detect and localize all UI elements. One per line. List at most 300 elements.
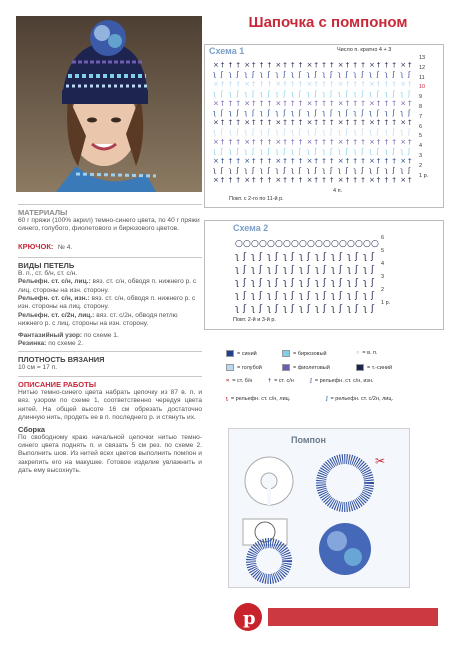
stitch-symbol: ʃ bbox=[298, 166, 302, 175]
stitch-symbol: † bbox=[259, 118, 264, 127]
stitch-symbol: ʅ bbox=[291, 147, 295, 156]
stitch-symbol: ʃ bbox=[220, 147, 224, 156]
double-crochet-icon: † bbox=[268, 378, 272, 384]
legend-item-chain: ○ = в. п. bbox=[356, 350, 378, 356]
stitch-symbol: ʃ bbox=[259, 291, 263, 301]
stitch-symbol: ʅ bbox=[259, 89, 264, 98]
stitch-symbol: ʃ bbox=[283, 109, 286, 117]
stitch-symbol: ʅ bbox=[306, 89, 310, 98]
hook-value: № 4. bbox=[57, 243, 73, 251]
stitch-symbol: ʃ bbox=[361, 89, 364, 98]
stitch-symbol: ʃ bbox=[252, 70, 255, 79]
row-number: 11 bbox=[419, 74, 425, 81]
stitch-symbol: ʃ bbox=[243, 278, 247, 288]
stitch-symbol: † bbox=[236, 137, 240, 146]
stitch-symbol: ʅ bbox=[384, 70, 388, 79]
stitch-symbol: † bbox=[384, 80, 389, 89]
stitch-symbol: ʃ bbox=[339, 304, 343, 313]
stitch-symbol: † bbox=[322, 80, 326, 89]
stitch-symbol: † bbox=[228, 61, 233, 69]
stitch-symbol: † bbox=[291, 61, 295, 69]
stitch-symbol: ʃ bbox=[408, 89, 411, 98]
stitch-symbol: ʃ bbox=[355, 265, 359, 275]
single-crochet-icon: × bbox=[226, 378, 230, 384]
stitch-symbol: † bbox=[392, 157, 396, 165]
stitch-symbol: ʅ bbox=[283, 265, 288, 275]
schema-2-chart bbox=[204, 220, 444, 330]
stitch-symbol: ʃ bbox=[243, 252, 247, 262]
stitch-symbol: † bbox=[252, 80, 256, 89]
stitch-symbol: ʅ bbox=[213, 166, 217, 175]
stitch-symbol: † bbox=[361, 157, 365, 165]
stitch-symbol: ʅ bbox=[306, 147, 310, 156]
relief-treble-icon: ∫ bbox=[326, 396, 328, 402]
stitch-symbol: ʅ bbox=[275, 128, 279, 137]
stitch-symbol: ʅ bbox=[331, 304, 336, 313]
stitch-symbol: ʅ bbox=[400, 70, 404, 79]
stitch-symbol: † bbox=[220, 137, 225, 146]
stitch-symbol: ʃ bbox=[361, 147, 364, 156]
stitch-symbol: ʃ bbox=[283, 147, 286, 156]
stitch-symbol: ʅ bbox=[369, 109, 373, 117]
stitch-symbol: ʅ bbox=[353, 128, 357, 137]
stitch-symbol: ʅ bbox=[283, 304, 288, 313]
stitch-symbol: ʃ bbox=[330, 147, 333, 156]
stitch-symbol: † bbox=[330, 157, 334, 165]
stitch-symbol: ʃ bbox=[307, 291, 311, 301]
schema-1-row-numbers bbox=[419, 55, 441, 182]
stitch-symbol: ʅ bbox=[400, 89, 404, 98]
stitch-symbol: ʅ bbox=[228, 89, 232, 98]
stitch-symbol: ʅ bbox=[306, 70, 310, 79]
stitch-symbol: † bbox=[228, 157, 233, 165]
stitch-symbol: ʅ bbox=[259, 166, 264, 175]
schema-1-label: Схема 1 bbox=[209, 46, 245, 56]
stitch-symbol: † bbox=[353, 176, 357, 185]
stitch-symbol: † bbox=[345, 80, 350, 89]
materials-text: 60 г пряжи (100% акрил) темно-синего цвета, по 40 г пряжи синего, голубого, фиолетового и бирюзового цветов. bbox=[18, 217, 200, 233]
stitch-symbol: × bbox=[306, 157, 313, 165]
stitch-symbol: ʃ bbox=[339, 291, 343, 301]
stitch-symbol: ʃ bbox=[283, 70, 286, 79]
stitch-symbol: ʃ bbox=[408, 70, 411, 79]
stitch-symbol: ʃ bbox=[345, 109, 348, 117]
stitch-symbol: ʅ bbox=[228, 128, 232, 137]
legend-item-light-blue: = голубой bbox=[226, 364, 262, 371]
stitch-symbol: † bbox=[322, 137, 326, 146]
finished-pompom bbox=[319, 523, 371, 575]
stitch-symbol: † bbox=[361, 80, 365, 89]
model-photo bbox=[16, 16, 202, 192]
instructions-column bbox=[18, 204, 202, 476]
stitch-symbol: ʃ bbox=[314, 109, 317, 117]
violet-swatch bbox=[282, 364, 290, 371]
stitch-symbol: ʃ bbox=[291, 252, 295, 262]
stitch-symbol: × bbox=[337, 99, 344, 108]
stitch-symbol: † bbox=[392, 137, 396, 146]
stitch-symbol: ʅ bbox=[337, 89, 342, 98]
stitch-symbol: ʃ bbox=[330, 89, 333, 98]
stitch-symbol: ʅ bbox=[369, 70, 373, 79]
wound-disc-1 bbox=[321, 459, 369, 507]
stitch-symbol: † bbox=[322, 157, 326, 165]
stitch-symbol: × bbox=[275, 157, 282, 165]
row-number: 9 bbox=[419, 94, 423, 101]
stitch-symbol: ʅ bbox=[244, 166, 248, 175]
stitch-symbol: ʅ bbox=[369, 166, 373, 175]
stitch-symbol: × bbox=[369, 99, 375, 108]
stitch-symbol: ʅ bbox=[291, 166, 295, 175]
stitch-symbol: ʅ bbox=[228, 70, 232, 79]
stitch-symbol: ʅ bbox=[259, 109, 264, 117]
assembly-text: По свободному краю начальной цепочки нитью темно-синего цвета поднять п. и связать 5 см рез. по схеме 2. Выполнить шов. Из нитей всех цветов выполнить помпон и закрепить его на макушке. Готовое изделие увлажнить и дать ему высохнуть. bbox=[18, 433, 202, 475]
materials-heading: МАТЕРИАЛЫ bbox=[18, 208, 68, 217]
stitch-symbol: ʅ bbox=[291, 70, 295, 79]
stitch-symbol: ʅ bbox=[299, 304, 304, 313]
stitch-symbol: † bbox=[408, 157, 412, 165]
schema-1-chart bbox=[204, 44, 444, 208]
row-number: 3 bbox=[381, 274, 385, 280]
stitch-symbol: ʅ bbox=[384, 166, 388, 175]
woman-in-hat-image bbox=[16, 16, 202, 192]
stitch-symbol: † bbox=[361, 99, 365, 108]
stitch-symbol: ʃ bbox=[275, 304, 279, 313]
stitch-symbol: ʅ bbox=[331, 252, 336, 262]
stitch-symbol: † bbox=[252, 99, 256, 108]
stitch-symbol: × bbox=[244, 118, 251, 127]
stitch-symbol: † bbox=[361, 176, 365, 185]
stitch-symbol: ○ bbox=[371, 239, 379, 249]
stitch-symbol: ʅ bbox=[213, 128, 217, 137]
stitch-symbol: × bbox=[400, 157, 407, 165]
stitch-symbol: ʅ bbox=[267, 252, 272, 262]
blue-swatch bbox=[226, 350, 234, 357]
stitch-symbol: ʃ bbox=[236, 166, 239, 175]
stitch-symbol: ʅ bbox=[251, 278, 256, 288]
stitch-symbol: † bbox=[376, 118, 381, 127]
stitch-symbol: ʅ bbox=[283, 252, 288, 262]
stitch-symbol: × bbox=[213, 99, 219, 108]
svg-text:✂: ✂ bbox=[375, 454, 386, 468]
stitch-symbol: † bbox=[220, 99, 225, 108]
stitch-symbol: ʃ bbox=[252, 128, 255, 137]
stitch-symbol: † bbox=[376, 99, 381, 108]
stitch-symbol: † bbox=[228, 80, 233, 89]
stitch-symbol: ʃ bbox=[376, 109, 380, 117]
stitch-symbol: × bbox=[369, 176, 375, 185]
stitch-symbol: ʃ bbox=[392, 109, 395, 117]
stitch-symbol: ʅ bbox=[259, 128, 264, 137]
stitch-symbol: × bbox=[337, 137, 344, 146]
stitch-symbol: ʅ bbox=[322, 70, 326, 79]
stitch-symbol: † bbox=[376, 176, 381, 185]
stitch-symbol: † bbox=[252, 61, 256, 69]
stitch-symbol: ʃ bbox=[267, 147, 270, 156]
pompon-illustration bbox=[229, 449, 409, 585]
stitch-symbol: † bbox=[298, 118, 303, 127]
stitch-symbol: × bbox=[369, 80, 375, 89]
stitch-symbol: † bbox=[376, 80, 381, 89]
stitch-symbol: ʅ bbox=[353, 70, 357, 79]
svg-text:p: p bbox=[243, 608, 256, 629]
stitch-symbol: ʃ bbox=[220, 128, 224, 137]
stitch-symbol: † bbox=[330, 176, 334, 185]
stitch-symbol: ʅ bbox=[291, 89, 295, 98]
stitches-heading: ВИДЫ ПЕТЕЛЬ bbox=[18, 260, 75, 270]
stitch-symbol: ʅ bbox=[322, 109, 326, 117]
stitch-symbol: † bbox=[252, 157, 256, 165]
stitch-symbol: † bbox=[392, 99, 396, 108]
schema-1-repeat-note: Повт. с 2-го по 11-й р. bbox=[229, 196, 284, 202]
stitch-symbol: ʅ bbox=[299, 291, 304, 301]
stitch-symbol: ʅ bbox=[275, 89, 279, 98]
stitch-symbol: † bbox=[384, 137, 389, 146]
divider bbox=[18, 351, 202, 352]
stitch-symbol: † bbox=[353, 61, 357, 69]
stitch-symbol: ʃ bbox=[291, 265, 295, 275]
stitch-symbol: ʃ bbox=[376, 70, 380, 79]
row-number: 13 bbox=[419, 55, 426, 61]
stitch-symbol: † bbox=[353, 157, 357, 165]
watermark-bar bbox=[0, 590, 460, 644]
stitch-symbol: ʅ bbox=[267, 291, 272, 301]
rib-pattern: Резинка: по схеме 2. bbox=[18, 340, 84, 348]
stitch-symbol: ʃ bbox=[330, 109, 333, 117]
stitch-symbol: ○ bbox=[283, 239, 291, 249]
stitch-symbol: † bbox=[314, 137, 318, 146]
stitch-symbol: † bbox=[283, 99, 287, 108]
stitch-symbol: † bbox=[298, 80, 303, 89]
stitch-symbol: ʃ bbox=[392, 166, 395, 175]
stitch-symbol: † bbox=[392, 80, 396, 89]
stitch-symbol: × bbox=[244, 157, 251, 165]
stitch-symbol: † bbox=[345, 118, 350, 127]
assembly-heading: Сборка bbox=[18, 424, 46, 434]
chain-stitch-icon: ○ bbox=[356, 350, 360, 356]
stitch-symbol: × bbox=[244, 99, 251, 108]
stitch-symbol: ○ bbox=[267, 239, 275, 249]
stitch-symbol: ʃ bbox=[361, 166, 364, 175]
stitch-symbol: † bbox=[345, 61, 350, 69]
stitch-symbol: † bbox=[220, 80, 225, 89]
legend-item-relief-tr: ∫ = рельефн. ст. с/2н, лиц. bbox=[326, 396, 394, 402]
stitch-symbol: ʃ bbox=[267, 89, 270, 98]
stitch-symbol: ʅ bbox=[347, 265, 352, 275]
stitch-symbol: ʅ bbox=[315, 252, 320, 262]
stitch-symbol: ʅ bbox=[322, 89, 326, 98]
stitch-symbol: ʅ bbox=[337, 109, 342, 117]
stitch-symbol: † bbox=[353, 80, 357, 89]
stitch-symbol: † bbox=[259, 176, 264, 185]
stitch-symbol: † bbox=[220, 176, 225, 185]
schema-1-stitches-note: 4 п. bbox=[333, 188, 343, 194]
row-number: 12 bbox=[419, 64, 426, 71]
stitch-symbol: † bbox=[220, 157, 225, 165]
page-title: Шапочка с помпоном bbox=[248, 14, 408, 31]
stitch-symbol: † bbox=[259, 61, 264, 69]
stitch-symbol: ʅ bbox=[353, 147, 357, 156]
stitch-symbol: ʅ bbox=[213, 89, 217, 98]
stitch-symbol: ʅ bbox=[322, 128, 326, 137]
stitch-symbol: ʃ bbox=[376, 89, 380, 98]
stitch-symbol: ʅ bbox=[267, 304, 272, 313]
stitch-symbol: ʅ bbox=[251, 291, 256, 301]
stitch-symbol: ʅ bbox=[259, 147, 264, 156]
stitch-symbol: ʃ bbox=[323, 278, 327, 288]
stitch-symbol: ʃ bbox=[267, 109, 270, 117]
stitch-symbol: ʅ bbox=[251, 304, 256, 313]
legend-item-relief-front: ʅ = рельефн. ст. с/н, лиц. bbox=[226, 396, 291, 402]
stitch-symbol: ʅ bbox=[235, 265, 240, 275]
stitch-symbol: ○ bbox=[331, 239, 339, 249]
stitch-symbol: × bbox=[213, 137, 219, 146]
stitch-symbol: † bbox=[384, 157, 389, 165]
stitch-symbol: † bbox=[298, 157, 303, 165]
stitch-symbol: ʅ bbox=[315, 265, 320, 275]
stitch-symbol: ʃ bbox=[275, 252, 279, 262]
row-number: 10 bbox=[419, 84, 426, 91]
stitch-symbol: ʃ bbox=[236, 147, 239, 156]
stitch-symbol: † bbox=[408, 61, 412, 69]
stitch-symbol: ʅ bbox=[353, 109, 357, 117]
stitch-symbol: ʃ bbox=[267, 70, 270, 79]
stitch-symbol: † bbox=[298, 176, 303, 185]
stitch-symbol: ʃ bbox=[307, 252, 311, 262]
schema-1-pattern bbox=[209, 57, 417, 185]
divider bbox=[18, 376, 202, 377]
stitch-symbol: † bbox=[322, 99, 326, 108]
stitch-symbol: † bbox=[252, 176, 256, 185]
stitch-symbol: ○ bbox=[235, 239, 243, 249]
stitch-symbol: ʃ bbox=[323, 304, 327, 313]
stitch-symbol: † bbox=[298, 61, 303, 69]
stitch-symbol: ʃ bbox=[371, 278, 375, 288]
stitch-symbol: × bbox=[244, 80, 251, 89]
stitch-symbol: ʃ bbox=[408, 128, 411, 137]
stitch-symbol: † bbox=[298, 137, 303, 146]
stitch-symbol: ʃ bbox=[283, 128, 286, 137]
stitch-symbol: ʃ bbox=[220, 109, 224, 117]
stitch-symbol: ʃ bbox=[291, 304, 295, 313]
stitch-symbol: ʃ bbox=[298, 109, 302, 117]
legend-item-sc: × = ст. б/н bbox=[226, 378, 253, 384]
stitch-symbol: ʃ bbox=[243, 304, 247, 313]
row-number: 8 bbox=[419, 103, 423, 110]
stitch-symbol: ʅ bbox=[400, 147, 404, 156]
stitch-symbol: ʃ bbox=[314, 70, 317, 79]
stitch-symbol: † bbox=[345, 137, 350, 146]
stitch-symbol: ʃ bbox=[361, 109, 364, 117]
stitch-symbol: ʅ bbox=[244, 70, 248, 79]
stitch-symbol: ʅ bbox=[331, 265, 336, 275]
stitch-symbol: ʃ bbox=[314, 166, 317, 175]
stitch-symbol: ʃ bbox=[252, 147, 255, 156]
stitch-symbol: ʃ bbox=[314, 128, 317, 137]
stitch-symbol: † bbox=[330, 118, 334, 127]
stitch-symbol: ʅ bbox=[235, 304, 240, 313]
stitch-symbol: × bbox=[213, 118, 219, 127]
legend-item-blue: = синий bbox=[226, 350, 257, 357]
stitch-symbol: × bbox=[244, 137, 251, 146]
stitch-symbol: † bbox=[252, 118, 256, 127]
stitch-symbol: × bbox=[400, 61, 407, 69]
schema-2-row-numbers bbox=[381, 235, 411, 313]
stitch-symbol: † bbox=[330, 137, 334, 146]
stitch-symbol: ʅ bbox=[275, 166, 279, 175]
stitch-symbol: † bbox=[345, 157, 350, 165]
stitch-symbol: † bbox=[259, 80, 264, 89]
stitch-symbol: † bbox=[361, 118, 365, 127]
relief-back-icon: ʃ bbox=[310, 378, 312, 384]
stitch-symbol: ʅ bbox=[315, 304, 320, 313]
stitch-symbol: ʃ bbox=[330, 166, 333, 175]
stitch-symbol: ʃ bbox=[361, 128, 364, 137]
stitch-symbol: † bbox=[384, 176, 389, 185]
stitch-symbol: × bbox=[400, 176, 407, 185]
stitch-symbol: ʃ bbox=[267, 166, 270, 175]
stitch-symbol: ʃ bbox=[392, 128, 395, 137]
stitch-symbol: † bbox=[361, 137, 365, 146]
stitch-symbol: × bbox=[306, 99, 313, 108]
stitch-symbol: † bbox=[408, 99, 412, 108]
stitch-symbol: † bbox=[236, 99, 240, 108]
stitch-symbol: ʅ bbox=[331, 278, 336, 288]
stitch-item: Рельефн. ст. с/н, лиц.: вяз. ст. с/н, обводя п. нижнего р. с лиц. стороны на изн. сторону. bbox=[18, 278, 197, 294]
stitch-symbol: † bbox=[314, 157, 318, 165]
stitch-symbol: ʅ bbox=[283, 278, 288, 288]
row-number: 1 р. bbox=[419, 172, 429, 179]
stitch-symbol: × bbox=[306, 176, 313, 185]
stitch-symbol: ʃ bbox=[307, 278, 311, 288]
work-heading: ОПИСАНИЕ РАБОТЫ bbox=[18, 379, 97, 389]
legend-item-turquoise: = бирюзовый bbox=[282, 350, 327, 357]
stitch-symbol: ʃ bbox=[259, 278, 263, 288]
stitch-symbol: × bbox=[400, 137, 407, 146]
stitch-symbol: † bbox=[384, 118, 389, 127]
stitch-symbol: ʃ bbox=[259, 265, 263, 275]
stitch-symbol: ʃ bbox=[298, 70, 302, 79]
stitch-symbol: ʃ bbox=[371, 265, 375, 275]
stitch-symbol: † bbox=[314, 118, 318, 127]
stitch-symbol: ○ bbox=[323, 239, 331, 249]
stitch-symbol: ʃ bbox=[371, 304, 375, 313]
stitch-symbol: ʅ bbox=[228, 147, 232, 156]
stitch-symbol: ʃ bbox=[275, 265, 279, 275]
stitch-symbol: ʅ bbox=[347, 291, 352, 301]
stitch-symbol: ʃ bbox=[252, 166, 255, 175]
stitch-symbol: † bbox=[236, 118, 240, 127]
stitch-symbol: ʃ bbox=[355, 252, 359, 262]
relief-front-icon: ʅ bbox=[226, 396, 228, 402]
stitch-symbol: † bbox=[361, 61, 365, 69]
stitch-symbol: ʅ bbox=[306, 166, 310, 175]
work-text: Нитью темно-синего цвета набрать цепочку из 87 в. п. и вяз. узором по схеме 1, соответственно чередуя цвета нитей. На общей высоте 16 см обрезать достаточно длинную нить, продеть ее в п. последнего р. и стянуть их. bbox=[18, 388, 202, 422]
stitch-symbol: † bbox=[267, 80, 272, 89]
stitch-symbol: ʅ bbox=[315, 291, 320, 301]
stitch-symbol: † bbox=[228, 176, 233, 185]
stitch-symbol: ʃ bbox=[355, 278, 359, 288]
stitch-symbol: × bbox=[275, 99, 282, 108]
stitch-symbol: × bbox=[275, 118, 282, 127]
stitch-symbol: ʅ bbox=[331, 291, 336, 301]
schema-2-label: Схема 2 bbox=[233, 223, 269, 233]
row-number: 6 bbox=[419, 123, 423, 130]
stitch-symbol: × bbox=[369, 61, 375, 69]
stitch-symbol: † bbox=[228, 118, 233, 127]
stitch-symbol: ʅ bbox=[235, 291, 240, 301]
fantasy-pattern: Фантазийный узор: по схеме 1. bbox=[18, 331, 119, 339]
stitch-symbol: × bbox=[337, 80, 344, 89]
